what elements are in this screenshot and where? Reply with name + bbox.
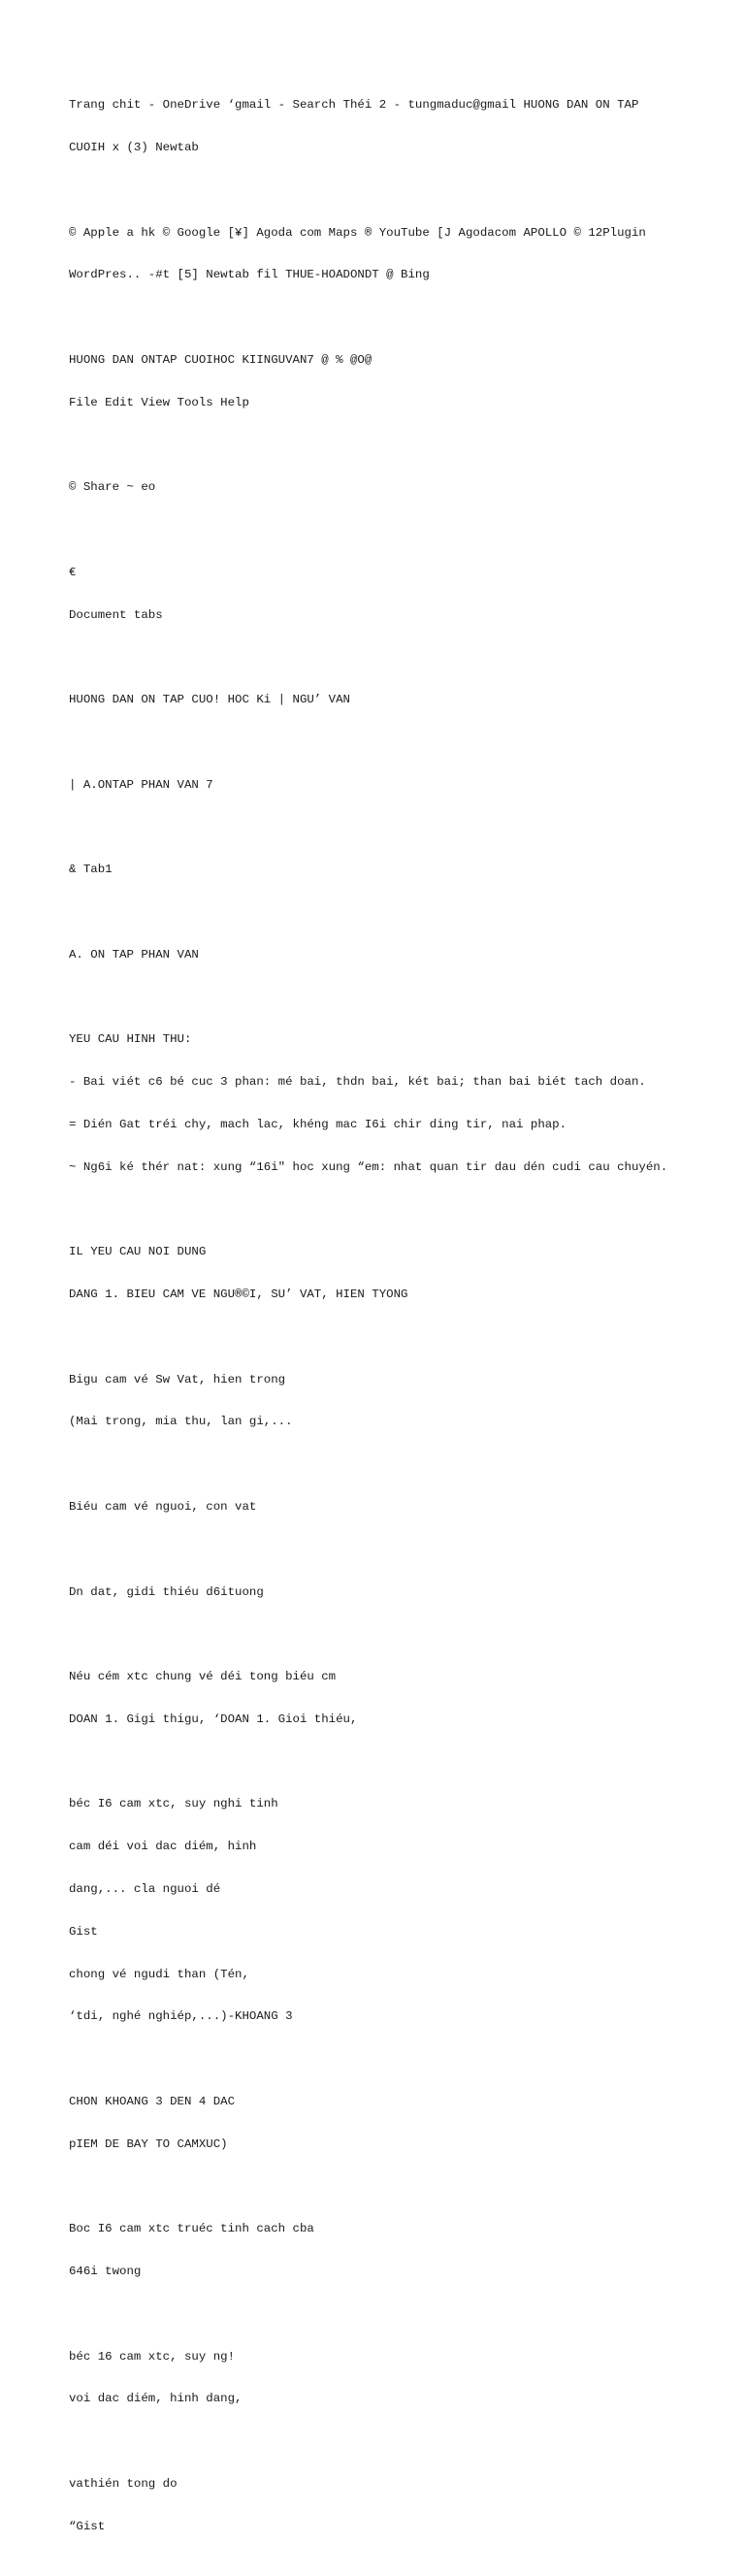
text-line: DANG 1. BIEU CAM VE NGU®©I, SU’ VAT, HIEN TYONG [69,1288,408,1302]
body-paragraph [69,1642,738,1755]
text-line: Biéu cam vé nguoi, con vat [69,1499,257,1514]
document-tabs-text [69,538,738,651]
tab-label [69,834,738,905]
text-line: © Share ~ eo [69,480,156,495]
body-paragraph [69,1344,738,1457]
body-paragraph [69,1769,738,2052]
text-line: voi dac diém, hinh dang, [69,2392,243,2406]
text-line: pIEM DE BAY TO CAMXUC) [69,2136,228,2151]
text-line: © Apple a hk © Google [¥] Agoda com Maps ® YouTube [J Agodacom APOLLO © 12Plugin [69,225,646,240]
text-line: = Dién Gat tréi chy, mach lac, khéng mac I6i chir ding tir, nai phap. [69,1117,567,1131]
document-page [69,70,738,2576]
text-line: ~ Ng6i ké thér nat: xung “16i" hoc xung “em: nhat quan tir dau dén cudi cau chuyén. [69,1159,668,1174]
text-line: | A.ONTAP PHAN VAN 7 [69,777,213,792]
share-text [69,452,738,523]
section-heading [69,920,738,991]
text-line: - Bai viét c6 bé cuc 3 phan: mé bai, thdn bai, két bai; than bai biét tach doan. [69,1075,646,1090]
text-line: IL YEU CAU NOI DUNG [69,1245,207,1259]
text-line: 646i twong [69,2265,142,2279]
text-line: béc I6 cam xtc, suy nghi tinh [69,1797,278,1811]
browser-tabs-text [69,70,738,183]
text-line: vathién tong do [69,2476,178,2491]
text-line: YEU CAU HINH THU: [69,1032,192,1047]
body-paragraph [69,1472,738,1543]
outline-item [69,750,738,821]
text-line: Dn dat, gidi thiéu d6ituong [69,1584,264,1599]
text-line: Néu cém xtc chung vé déi tong biéu cm [69,1670,337,1684]
text-line: & Tab1 [69,863,113,877]
text-line: CHON KHOANG 3 DEN 4 DAC [69,2094,236,2108]
text-line: ‘tdi, nghé nghiép,...)-KHOANG 3 [69,2009,293,2024]
text-line: HUONG DAN ONTAP CUOIHOC KIINGUVAN7 @ % @O@ [69,352,372,367]
text-line: HUONG DAN ON TAP CUO! HOC Ki | NGU’ VAN [69,693,350,707]
bookmarks-bar-text [69,197,738,310]
text-line: File Edit View Tools Help [69,395,249,409]
text-line: “Gist [69,2519,106,2533]
body-paragraph [69,1556,738,1627]
text-line: DOAN 1. Gigi thigu, ‘DOAN 1. Gioi thiéu, [69,1712,358,1726]
text-line: dang,... cla nguoi dé [69,1882,221,1896]
text-line: A. ON TAP PHAN VAN [69,947,199,962]
text-line: Document tabs [69,607,163,622]
content-requirements [69,1217,738,1330]
text-line: cam déi voi dac diém, hinh [69,1840,257,1854]
body-paragraph [69,2449,738,2562]
text-line: chong vé ngudi than (Tén, [69,1967,249,1981]
text-line: WordPres.. -#t [5] Newtab fil THUE-HOADONDT @ Bing [69,268,430,282]
text-line: Boc I6 cam xtc truéc tinh cach cba [69,2222,314,2236]
text-line: Gist [69,1924,98,1939]
text-line: Bigu cam vé Sw Vat, hien trong [69,1372,286,1386]
body-paragraph [69,2321,738,2434]
text-line: béc 16 cam xtc, suy ng! [69,2349,236,2364]
form-requirements [69,1004,738,1202]
body-paragraph [69,2194,738,2307]
text-line: Trang chit - OneDrive ‘gmail - Search Théi 2 - tungmaduc@gmail HUONG DAN ON TAP [69,98,639,113]
text-line: € [69,565,77,579]
body-paragraph [69,2067,738,2180]
text-line: CUOIH x (3) Newtab [69,140,199,154]
doc-heading [69,665,738,735]
doc-title-menu-text [69,325,738,439]
text-line: (Mai trong, mia thu, lan gi,... [69,1415,293,1429]
